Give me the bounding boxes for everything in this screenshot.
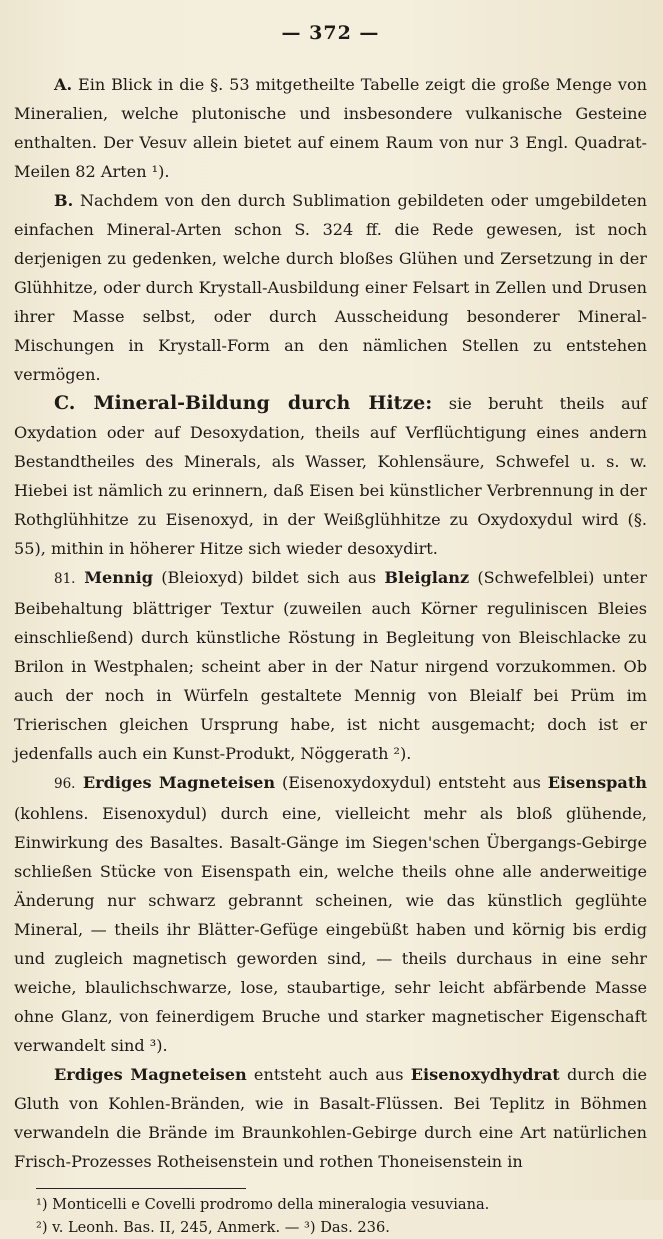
- paragraph-text: sie beruht theils auf Oxydation oder auf Desoxydation, theils auf Verflüchtigung eines andern Bestandtheiles des Minerals, als Wasser, Kohlensäure, Schwefel u. s. w. Hiebei ist nämlich zu erinnern, daß Eisen bei künstlicher Verbrennung in der Rothglühhitze zu Eisenoxyd, in der Weißglühhitze zu Oxydoxydul wird (§. 55), mithin in höherer Hitze sich wieder desoxydirt.: [14, 394, 648, 558]
- paragraph-text: Nachdem von den durch Sublimation gebildeten oder umgebildeten einfachen Mineral-Arten schon S. 324 ff. die Rede gewesen, ist noch derjenigen zu gedenken, welche durch bloßes Glühen und Zersetzung in der Glühhitze, oder durch Krystall-Ausbildung einer Felsart in Zellen und Drusen ihrer Masse selbst, oder durch Ausscheidung besonderer Mineral-Mischungen in Krystall-Form an den nämlichen Stellen zu entstehen vermögen.: [14, 191, 647, 384]
- footnote-divider: [36, 1188, 246, 1189]
- paragraph-text: (kohlens. Eisenoxydul) durch eine, vielleicht mehr als bloß glühende, Einwirkung des Basaltes. Basalt-Gänge im Siegen'schen Übergangs-Gebirge schließen Stücke von Eisenspath ein, welche theils ohne alle anderweitige Änderung nur schwarz gebrannt scheinen, wie das künstlich geglühte Mineral, — theils ihr Blätter-Gefüge eingebüßt haben und körnig bis erdig und zugleich magnetisch geworden sind, — theils durchaus in eine sehr weiche, blaulichschwarze, lose, staubartige, sehr leicht abfärbende Masse ohne Glanz, von feinerdigem Bruche und starker magnetischer Eigenschaft verwandelt sind ³).: [14, 804, 647, 1055]
- mineral-term: Eisenoxydhydrat: [410, 1065, 560, 1084]
- footnote: ¹) Monticelli e Covelli prodromo della mineralogia vesuviana.: [36, 1196, 490, 1213]
- mineral-term: Mennig: [75, 568, 154, 587]
- mineral-term: Bleiglanz: [384, 568, 470, 587]
- paragraph-number: 81.: [54, 571, 76, 587]
- footnote: ²) v. Leonh. Bas. II, 245, Anmerk. — ³) Das. 236.: [36, 1219, 390, 1236]
- paragraph-a: [14, 70, 647, 186]
- section-heading: Mineral-Bildung durch Hitze:: [75, 392, 433, 414]
- paragraph-text: (Eisenoxydoxydul) entsteht aus: [275, 773, 548, 792]
- paragraph-text: Ein Blick in die §. 53 mitgetheilte Tabelle zeigt die große Menge von Mineralien, welche plutonische und insbesondere vulkanische Gesteine enthalten. Der Vesuv allein bietet auf einem Raum von nur 3 Engl. Quadrat-Meilen 82 Arten ¹).: [14, 75, 647, 181]
- paragraph-number: 96.: [54, 776, 76, 792]
- mineral-term: Erdiges Magneteisen: [75, 773, 276, 792]
- paragraph-c: [14, 389, 647, 563]
- paragraph-b: [14, 186, 647, 389]
- paragraph-erdiges: [14, 1060, 647, 1176]
- paragraph-81: [14, 563, 647, 768]
- mineral-term: Eisenspath: [547, 773, 647, 792]
- main-text: [14, 70, 647, 1176]
- paragraph-label: A.: [54, 75, 73, 94]
- paragraph-text: (Schwefelblei) unter Beibehaltung blättriger Textur (zuweilen auch Körner reguliniscen Bleies einschließend) durch künstliche Röstung in Begleitung von Bleischlacke zu Brilon in Westphalen; scheint aber in der Natur nirgend vorzukommen. Ob auch der noch in Würfeln gestaltete Mennig von Bleialf bei Prüm im Trierischen gleichen Ursprung habe, ist nicht ausgemacht; doch ist er jedenfalls auch ein Kunst-Produkt, Nöggerath ²).: [14, 568, 647, 763]
- paragraph-96: [14, 768, 647, 1060]
- paragraph-label: B.: [54, 191, 74, 210]
- paragraph-text: (Bleioxyd) bildet sich aus: [153, 568, 385, 587]
- paragraph-label: C.: [54, 392, 76, 414]
- mineral-term: Erdiges Magneteisen: [54, 1065, 247, 1084]
- page-number: — 372 —: [281, 22, 380, 44]
- paragraph-text: durch die Gluth von Kohlen-Bränden, wie in Basalt-Flüssen. Bei Teplitz in Böhmen verwandeln die Brände im Braunkohlen-Gebirge durch eine Art natürlichen Frisch-Prozesses Rotheisenstein und rothen Thoneisenstein in: [14, 1065, 647, 1171]
- paragraph-text: entsteht auch aus: [246, 1065, 411, 1084]
